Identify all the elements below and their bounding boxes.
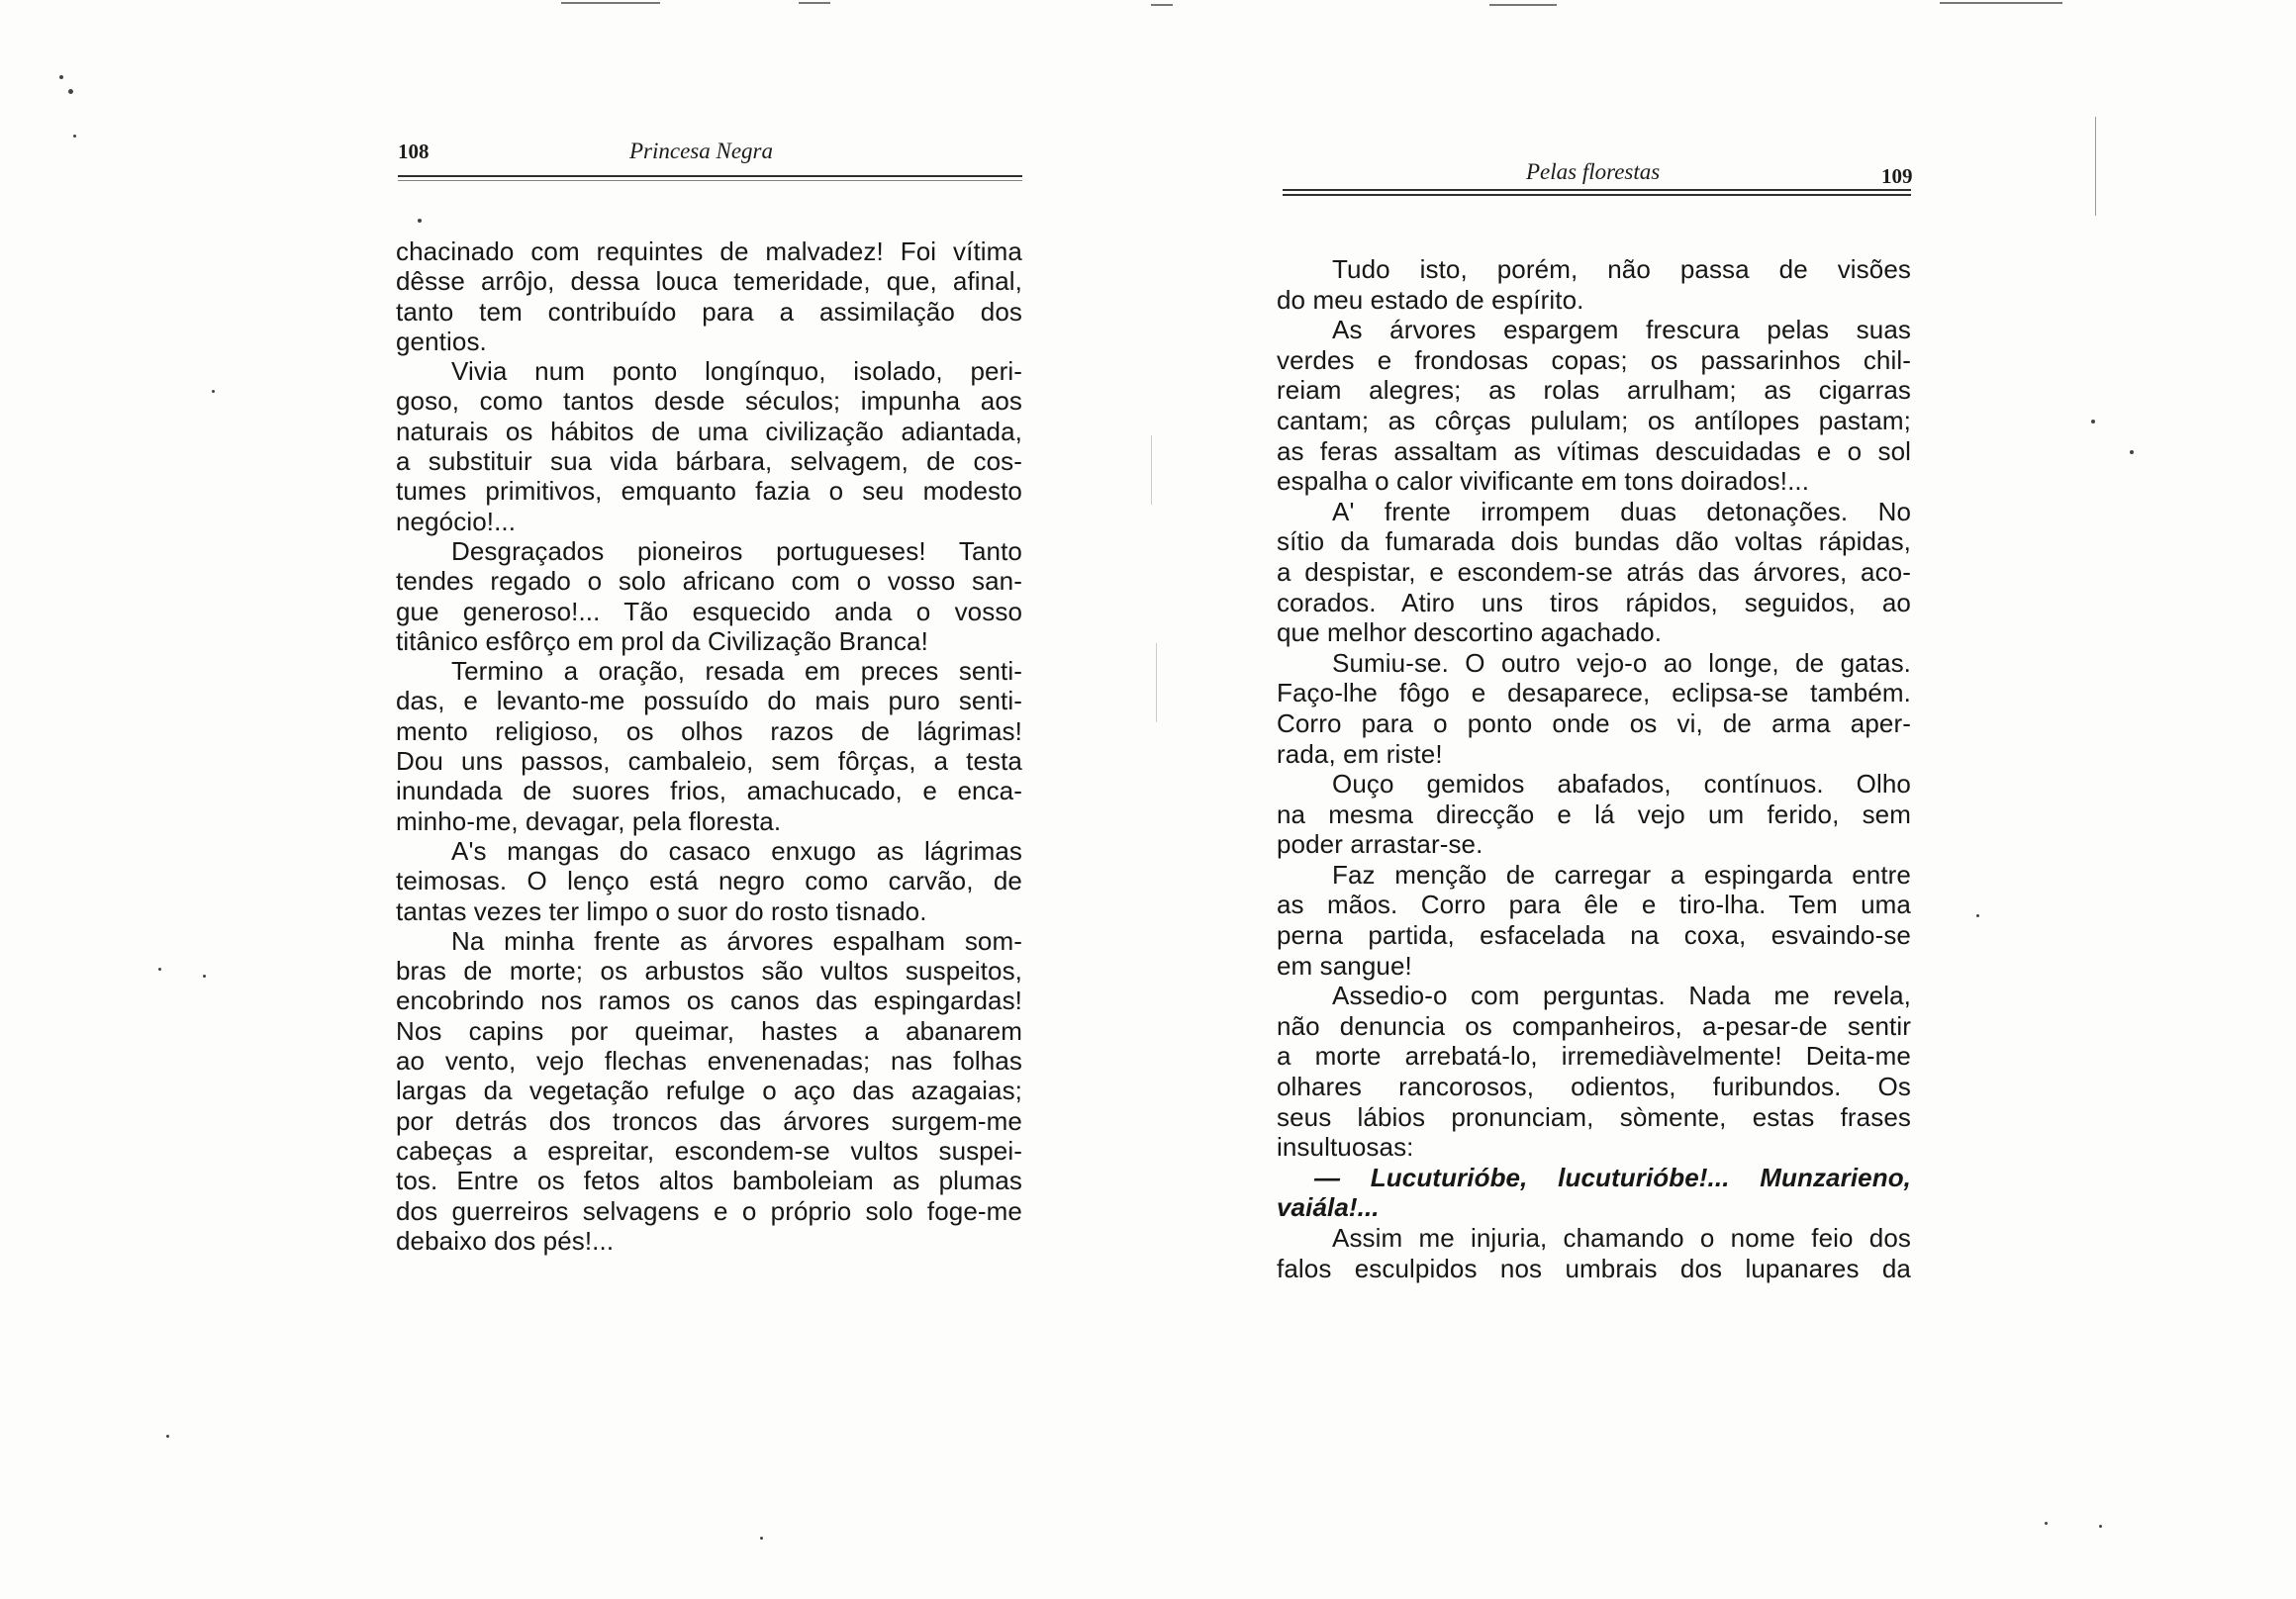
text-line: Na minha frente as árvores espalham som- — [451, 925, 1022, 956]
text-line: que melhor descortino agachado. — [1277, 617, 1663, 648]
paragraph — [1277, 648, 1911, 769]
paragraph — [1277, 1223, 1911, 1283]
scan-speck — [2045, 1522, 2048, 1525]
text-line: do meu estado de espírito. — [1277, 284, 1584, 315]
text-line: poder arrastar-se. — [1277, 829, 1483, 860]
right-page — [1148, 0, 2296, 1599]
scan-edge-mark — [799, 2, 830, 4]
text-line: olhares rancorosos, odientos, furibundos. Os — [1277, 1072, 1911, 1102]
text-line: cantam; as côrças pululam; os antílopes pastam; — [1277, 405, 1911, 435]
text-line: Desgraçados pioneiros portugueses! Tanto — [451, 535, 1022, 566]
paragraph — [1277, 315, 1911, 497]
text-line: tantas vezes ter limpo o suor do rosto tisnado. — [396, 895, 927, 926]
paragraph — [396, 656, 1022, 836]
paragraph — [1277, 497, 1911, 648]
text-line: a morte arrebatá-lo, irremediàvelmente! Deita-me — [1277, 1041, 1911, 1072]
text-line: seus lábios pronunciam, sòmente, estas frases — [1277, 1101, 1911, 1132]
text-line: As árvores espargem frescura pelas suas — [1332, 315, 1911, 345]
text-line: tanto tem contribuído para a assimilação dos — [396, 296, 1022, 327]
text-line: Termino a oração, resada em preces senti- — [451, 656, 1022, 687]
text-line: chacinado com requintes de malvadez! Foi vítima — [396, 236, 1022, 266]
text-line: corados. Atiro uns tiros rápidos, seguidos, ao — [1277, 587, 1911, 617]
text-line: tendes regado o solo africano com o vosso san- — [396, 566, 1022, 597]
scan-speck — [2099, 1525, 2102, 1528]
text-line: Dou uns passos, cambaleio, sem fôrças, a testa — [396, 746, 1022, 777]
scan-speck — [760, 1537, 763, 1540]
text-line: Corro para o ponto onde os vi, de arma aper- — [1277, 707, 1911, 738]
text-line: não denuncia os companheiros, a-pesar-de sentir — [1277, 1010, 1911, 1041]
text-line: gentios. — [396, 326, 487, 356]
scan-edge-mark — [1489, 4, 1557, 6]
text-line: falos esculpidos nos umbrais dos lupanares da — [1277, 1253, 1911, 1283]
scan-speck — [418, 219, 422, 223]
running-head: Pelas florestas — [1526, 159, 1661, 184]
paragraph — [1277, 254, 1911, 315]
paragraph — [396, 236, 1022, 356]
paragraph — [396, 926, 1022, 1256]
text-line: a despistar, e escondem-se atrás das árvores, aco- — [1277, 556, 1911, 587]
right-page-text — [1277, 254, 1911, 1283]
text-line: as mãos. Corro para êle e tiro-lha. Tem uma — [1277, 890, 1911, 920]
left-page-text — [396, 236, 1022, 1256]
text-line: Tudo isto, porém, não passa de visões — [1332, 254, 1911, 284]
text-line: espalha o calor vivificante em tons doirados!... — [1277, 466, 1810, 497]
text-line: teimosas. O lenço está negro como carvão, de — [396, 866, 1022, 896]
text-line: Vivia num ponto longínquo, isolado, peri- — [451, 356, 1022, 387]
text-line: negócio!... — [396, 506, 517, 536]
paragraph — [1277, 769, 1911, 860]
page-number: 109 — [1881, 164, 1913, 188]
text-line: Sumiu-se. O outro vejo-o ao longe, de gatas. — [1332, 647, 1911, 678]
text-line: rada, em riste! — [1277, 738, 1443, 769]
text-line: Ouço gemidos abafados, contínuos. Olho — [1332, 769, 1911, 800]
scan-speck — [2091, 420, 2095, 423]
header-rule-fine — [398, 180, 1022, 181]
text-line: ao vento, vejo flechas envenenadas; nas folhas — [396, 1046, 1022, 1077]
text-line: gue generoso!... Tão esquecido anda o vosso — [396, 596, 1022, 626]
paragraph — [396, 536, 1022, 656]
scan-speck — [59, 75, 63, 79]
text-line: vaiála!... — [1277, 1192, 1380, 1223]
text-line: as feras assaltam as vítimas descuidadas e o sol — [1277, 435, 1911, 466]
scan-speck — [68, 89, 73, 94]
text-line: em sangue! — [1277, 950, 1412, 981]
text-line: dos guerreiros selvagens e o próprio solo foge-me — [396, 1195, 1022, 1226]
text-line: Assim me injuria, chamando o nome feio dos — [1332, 1223, 1911, 1253]
text-line: largas da vegetação refulge o aço das azagaias; — [396, 1076, 1022, 1106]
paragraph — [1277, 981, 1911, 1163]
text-line: tumes primitivos, emquanto fazia o seu modesto — [396, 476, 1022, 507]
text-line: Faço-lhe fôgo e desaparece, eclipsa-se também. — [1277, 678, 1911, 708]
text-line: bras de morte; os arbustos são vultos suspeitos, — [396, 956, 1022, 987]
scan-speck — [158, 968, 161, 971]
scan-edge-line — [2095, 117, 2096, 216]
text-line: das, e levanto-me possuído do mais puro senti- — [396, 686, 1022, 716]
scan-edge-mark — [561, 2, 660, 4]
page-number: 108 — [398, 140, 430, 163]
scan-speck — [2130, 450, 2134, 454]
header-rule-double — [1283, 194, 1911, 196]
scan-speck — [212, 390, 215, 393]
text-line: Assedio-o com perguntas. Nada me revela, — [1332, 981, 1911, 1011]
scan-speck — [203, 975, 206, 978]
text-line: Nos capins por queimar, hastes a abanarem — [396, 1015, 1022, 1046]
text-line: naturais os hábitos de uma civilização adiantada, — [396, 416, 1022, 446]
gutter-shadow — [1151, 435, 1152, 505]
text-line: sítio da fumarada dois bundas dão voltas rápidas, — [1277, 526, 1911, 557]
text-line: titânico esfôrço em prol da Civilização Branca! — [396, 625, 928, 656]
scan-speck — [166, 1435, 169, 1438]
text-line: A' frente irrompem duas detonações. No — [1332, 496, 1911, 526]
text-line: insultuosas: — [1277, 1132, 1414, 1163]
text-line: goso, como tantos desde séculos; impunha aos — [396, 386, 1022, 417]
text-line: por detrás dos troncos das árvores surgem-me — [396, 1105, 1022, 1136]
scan-speck — [73, 135, 76, 138]
text-line: cabeças a espreitar, escondem-se vultos suspei- — [396, 1135, 1022, 1166]
scan-speck — [1976, 914, 1979, 917]
header-rule — [398, 175, 1022, 177]
scan-edge-mark — [1940, 2, 2062, 4]
paragraph — [396, 836, 1022, 926]
paragraph — [396, 356, 1022, 536]
gutter-shadow — [1156, 643, 1157, 722]
paragraph — [1277, 860, 1911, 981]
text-line: minho-me, devagar, pela floresta. — [396, 805, 782, 836]
text-line: tos. Entre os fetos altos bamboleiam as plumas — [396, 1166, 1022, 1196]
text-line: perna partida, esfacelada na coxa, esvaindo-se — [1277, 920, 1911, 951]
text-line: a substituir sua vida bárbara, selvagem, de cos- — [396, 446, 1022, 477]
text-line: encobrindo nos ramos os canos das espingardas! — [396, 986, 1022, 1016]
running-head: Princesa Negra — [629, 139, 774, 163]
text-line: verdes e frondosas copas; os passarinhos chil- — [1277, 344, 1911, 375]
scan-edge-mark — [1151, 4, 1173, 6]
text-line: A's mangas do casaco enxugo as lágrimas — [451, 835, 1022, 866]
text-line: — Lucuturióbe, lucuturióbe!... Munzarieno, — [1314, 1162, 1911, 1192]
speech-paragraph — [1277, 1163, 1911, 1223]
text-line: debaixo dos pés!... — [396, 1225, 615, 1256]
text-line: mento religioso, os olhos razos de lágrimas! — [396, 715, 1022, 746]
text-line: inundada de suores frios, amachucado, e enca- — [396, 776, 1022, 806]
text-line: Faz menção de carregar a espingarda entre — [1332, 859, 1911, 890]
text-line: reiam alegres; as rolas arrulham; as cigarras — [1277, 375, 1911, 406]
text-line: dêsse arrôjo, dessa louca temeridade, que, afinal, — [396, 266, 1022, 297]
text-line: na mesma direcção e lá vejo um ferido, sem — [1277, 799, 1911, 829]
header-rule — [1283, 189, 1911, 191]
